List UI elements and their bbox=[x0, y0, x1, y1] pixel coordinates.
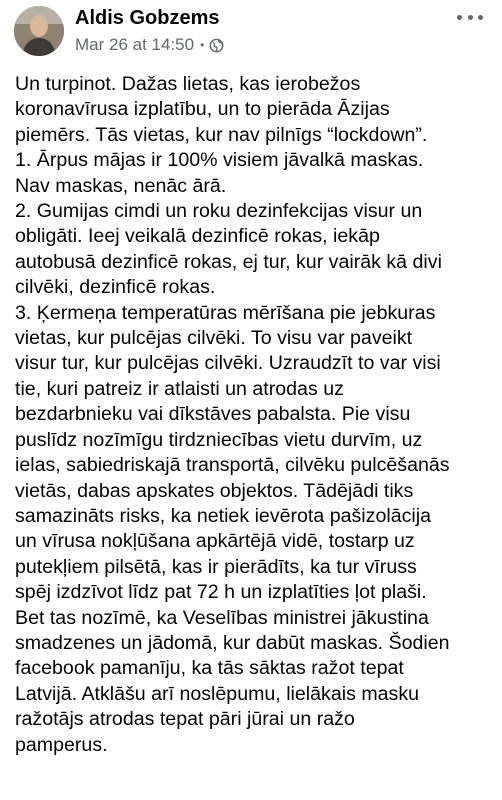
post-text-line: putekļiem pilsētā, kas ir pierādīts, ka tur vīruss bbox=[15, 555, 417, 578]
post-text-line: koronavīrusa izplatību, un to pierāda Āzijas bbox=[15, 98, 390, 121]
post-text-line: cilvēki, dezinficē rokas. bbox=[15, 276, 216, 299]
post-text-line: smadzenes un jādomā, kur dabūt maskas. Šodien bbox=[15, 631, 450, 654]
post-text-line: 2. Gumijas cimdi un roku dezinfekcijas visur un bbox=[15, 200, 423, 223]
post-text-line: ražotājs atrodas tepat pāri jūrai un ražo bbox=[15, 708, 355, 731]
avatar[interactable] bbox=[14, 6, 64, 56]
globe-icon[interactable] bbox=[209, 38, 224, 53]
post-text-line: piemērs. Tās vietas, kur nav pilnīgs “lockdown”. bbox=[15, 123, 428, 146]
more-dot bbox=[457, 15, 462, 20]
post-text-line: samazināts risks, ka netiek ievērota pašizolācija bbox=[15, 504, 432, 527]
post-text-line: tie, kuri patreiz ir atlaisti un atrodas uz bbox=[15, 377, 344, 400]
more-options-icon[interactable] bbox=[457, 7, 483, 27]
post-text-line: facebook pamanīju, ka tās sāktas ražot tepat bbox=[15, 657, 404, 680]
author-name[interactable]: Aldis Gobzems bbox=[75, 7, 220, 29]
post-text-line: pamperus. bbox=[15, 733, 108, 756]
post-text-line: ielas, sabiedriskajā transportā, cilvēku pulcēšanās bbox=[15, 454, 450, 477]
avatar-photo bbox=[14, 6, 64, 56]
meta-separator: • bbox=[200, 38, 205, 52]
post-text-line: puslīdz nozīmīgu tirdzniecības vietu durvīm, uz bbox=[15, 428, 423, 451]
post-text-line: un vīrusa nokļūšana apkārtējā vidē, tostarp uz bbox=[15, 530, 415, 553]
post-text-line: Bet tas nozīmē, ka Veselības ministrei jākustina bbox=[15, 606, 429, 629]
more-dot bbox=[478, 15, 483, 20]
post-text-line: Latvijā. Atklāšu arī noslēpumu, lielākais masku bbox=[15, 682, 420, 705]
post-text-line: Nav maskas, nenāc ārā. bbox=[15, 174, 227, 197]
post-text-line: obligāti. Ieej veikalā dezinficē rokas, iekāp bbox=[15, 225, 380, 248]
more-dot bbox=[468, 15, 473, 20]
post-text-line: autobusā dezinficē rokas, ej tur, kur vairāk kā divi bbox=[15, 250, 442, 273]
post-timestamp[interactable]: Mar 26 at 14:50 bbox=[75, 35, 195, 54]
post-meta bbox=[75, 35, 224, 55]
post-text bbox=[15, 72, 499, 758]
post-text-line: 3. Ķermeņa temperatūras mērīšana pie jebkuras bbox=[15, 301, 436, 324]
post-text-line: spēj izdzīvot līdz pat 72 h un izplatīties ļot plaši. bbox=[15, 581, 427, 604]
post-text-line: vietas, kur pulcējas cilvēki. To visu var paveikt bbox=[15, 327, 413, 350]
post-text-line: bezdarbnieku vai dīkstāves pabalsta. Pie visu bbox=[15, 403, 411, 426]
post-text-line: vietās, dabas apskates objektos. Tādējādi tiks bbox=[15, 479, 414, 502]
post-text-line: Un turpinot. Dažas lietas, kas ierobežos bbox=[15, 73, 361, 95]
post-header bbox=[0, 0, 502, 68]
post-text-line: 1. Ārpus mājas ir 100% visiem jāvalkā maskas. bbox=[15, 149, 424, 172]
post-text-line: visur tur, kur pulcējas cilvēki. Uzraudzīt to var visi bbox=[15, 352, 441, 375]
